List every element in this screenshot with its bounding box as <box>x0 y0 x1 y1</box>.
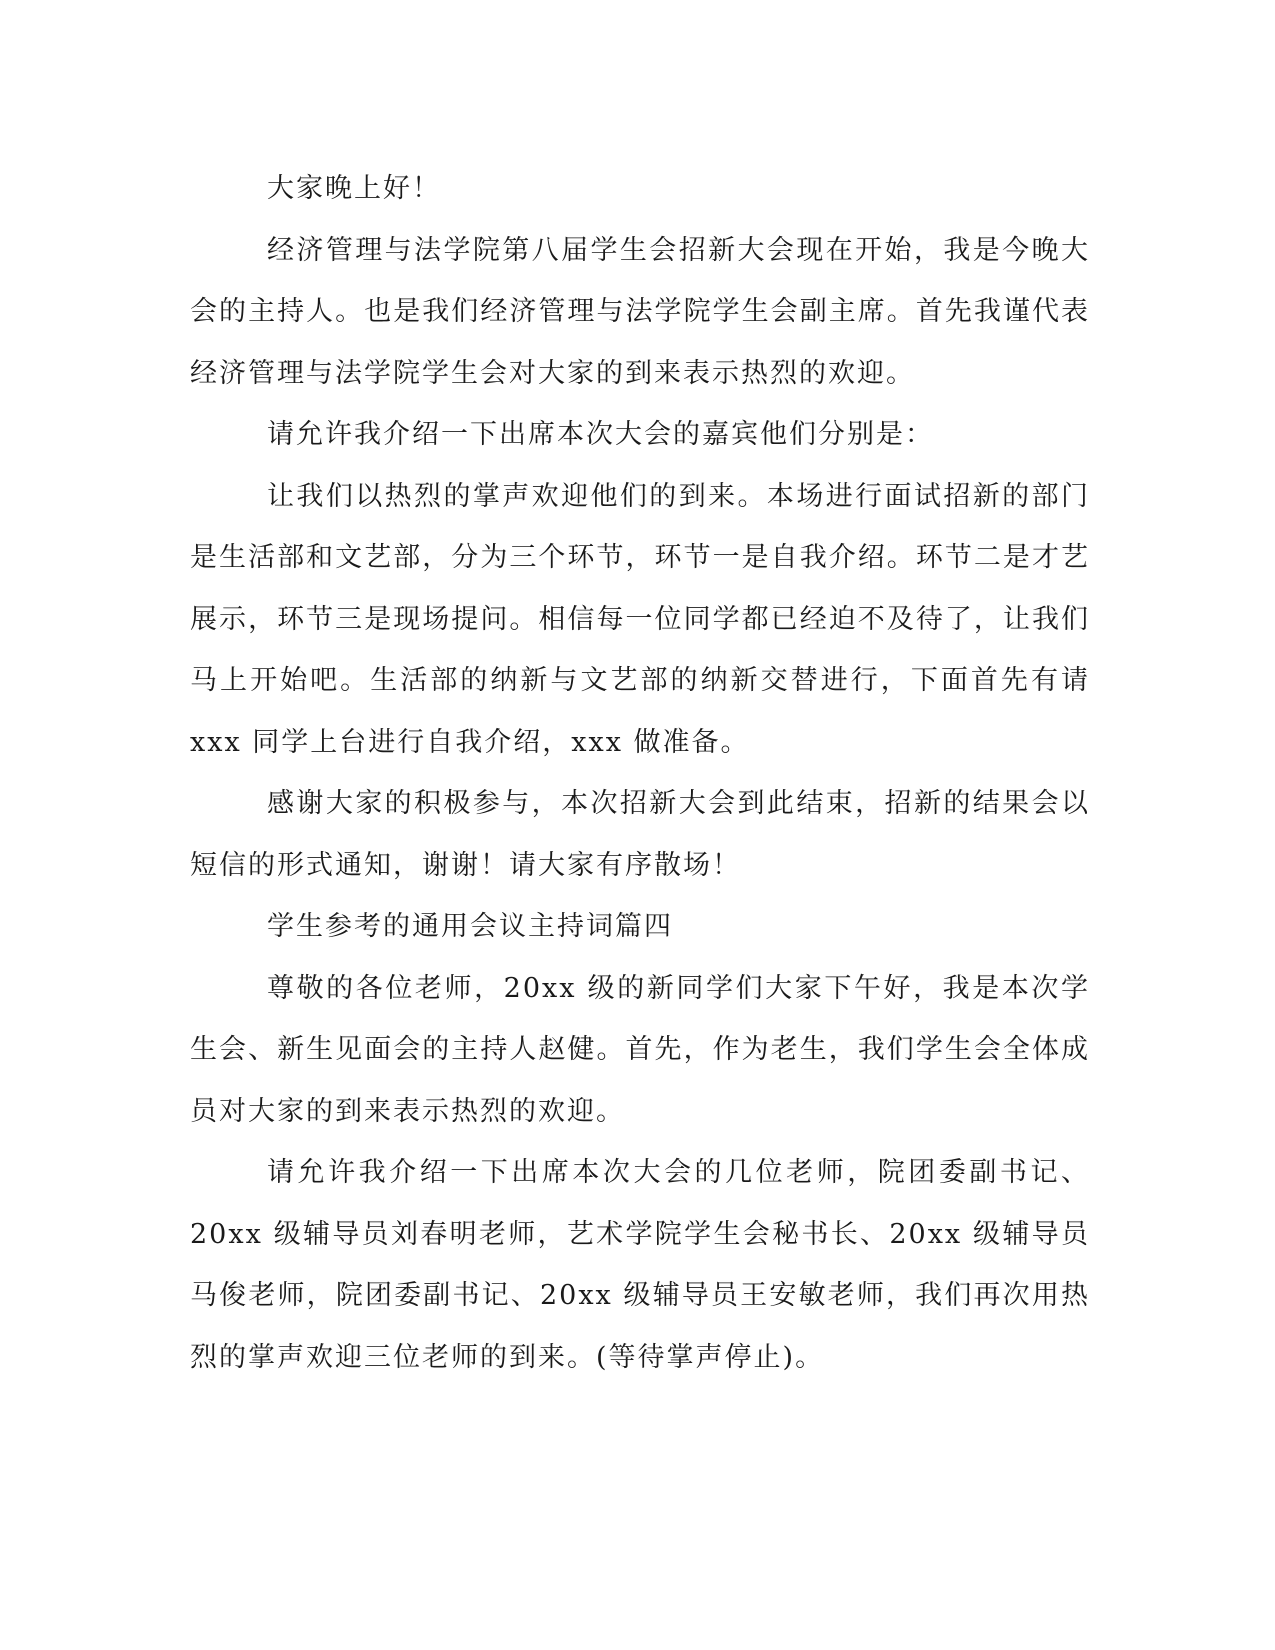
paragraph-opening: 经济管理与法学院第八届学生会招新大会现在开始，我是今晚大会的主持人。也是我们经济管理与法学院学生会副主席。首先我谨代表经济管理与法学院学生会对大家的到来表示热烈的欢迎。 <box>190 234 1090 389</box>
paragraph-closing: 感谢大家的积极参与，本次招新大会到此结束，招新的结果会以短信的形式通知，谢谢！请大家有序散场！ <box>190 788 1090 881</box>
paragraph-teacher-intro: 请允许我介绍一下出席本次大会的几位老师，院团委副书记、20xx 级辅导员刘春明老师，艺术学院学生会秘书长、20xx 级辅导员马俊老师，院团委副书记、20xx 级辅导员王安敏老师，我们再次用热烈的掌声欢迎三位老师的到来。(等待掌声停止)。 <box>190 1157 1090 1373</box>
paragraph-greeting: 大家晚上好！ <box>267 173 441 204</box>
section-heading: 学生参考的通用会议主持词篇四 <box>267 911 673 942</box>
document-body <box>190 158 1090 1388</box>
paragraph-process: 让我们以热烈的掌声欢迎他们的到来。本场进行面试招新的部门是生活部和文艺部，分为三个环节，环节一是自我介绍。环节二是才艺展示，环节三是现场提问。相信每一位同学都已经迫不及待了，让我们马上开始吧。生活部的纳新与文艺部的纳新交替进行，下面首先有请 xxx 同学上台进行自我介绍，xxx 做准备。 <box>190 480 1090 758</box>
paragraph-guest-intro: 请允许我介绍一下出席本次大会的嘉宾他们分别是： <box>267 419 934 450</box>
paragraph-welcome: 尊敬的各位老师，20xx 级的新同学们大家下午好，我是本次学生会、新生见面会的主持人赵健。首先，作为老生，我们学生会全体成员对大家的到来表示热烈的欢迎。 <box>190 972 1090 1127</box>
